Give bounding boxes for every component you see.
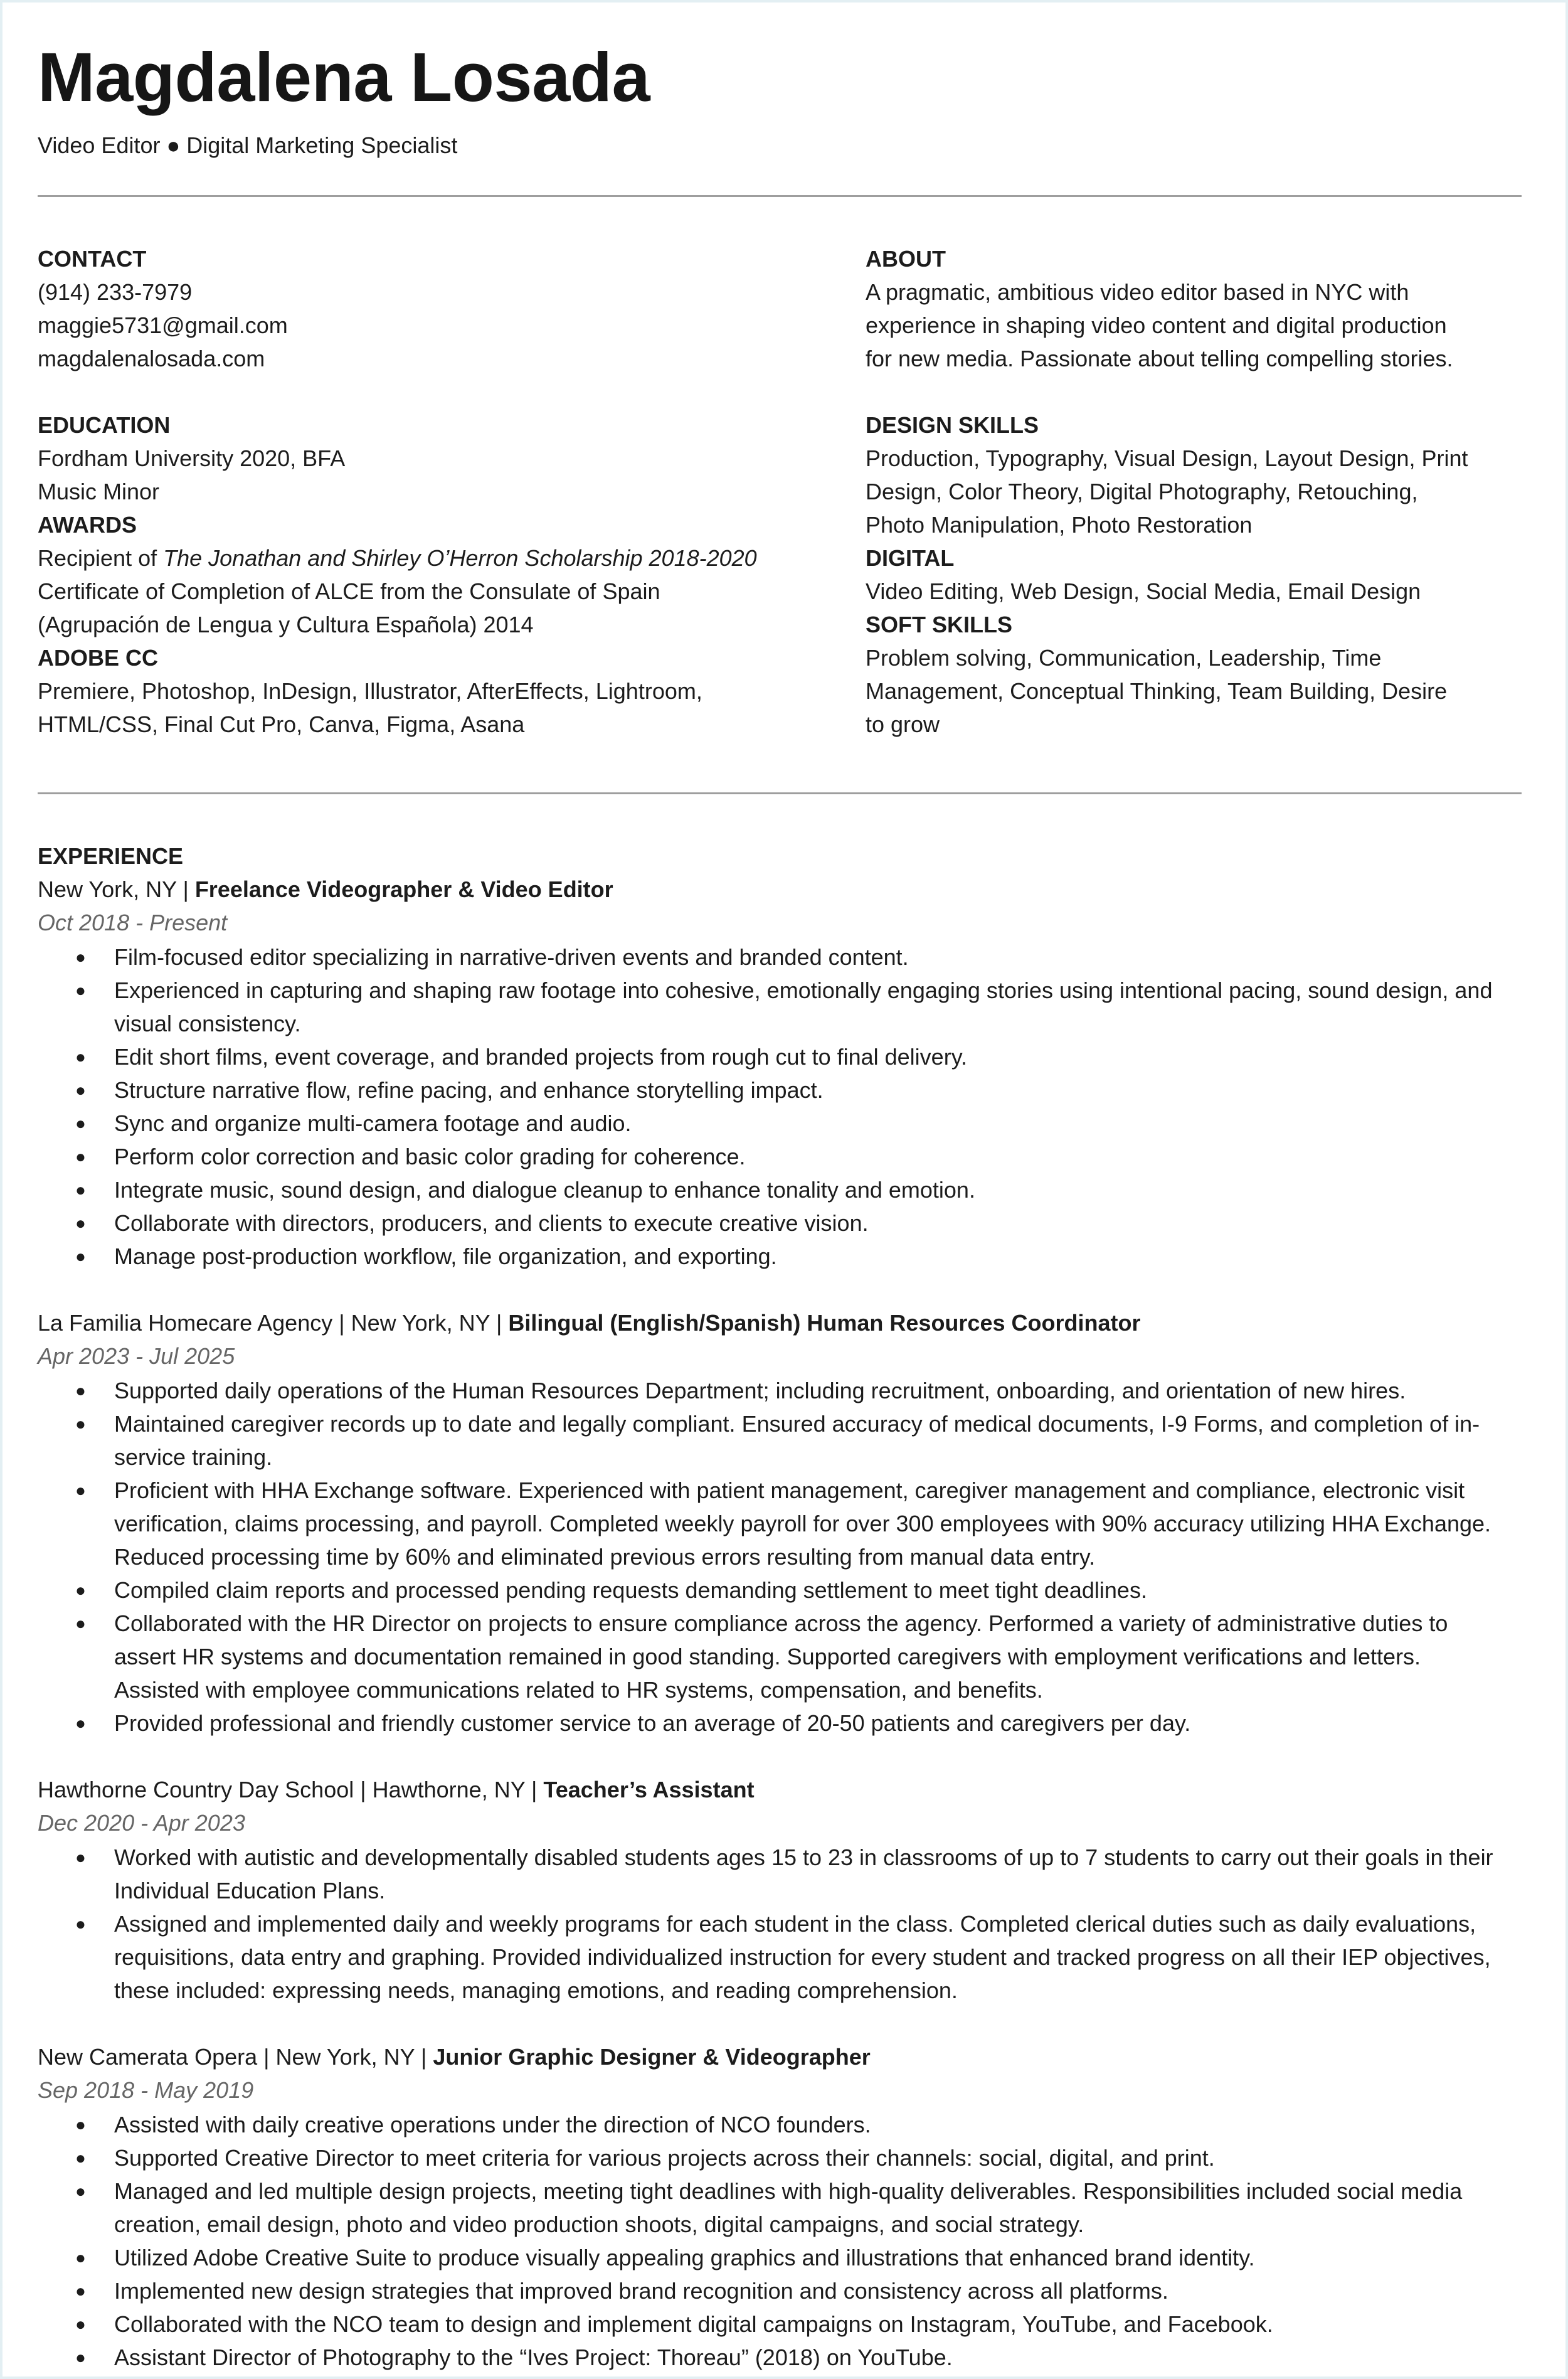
- bullet-item: [38, 1240, 1522, 1273]
- bullet-text: Manage post-production workflow, file organization, and exporting.: [114, 1243, 777, 1269]
- design-skills-line: Design, Color Theory, Digital Photography, Retouching,: [866, 478, 1418, 504]
- bullet-item: [38, 1107, 1522, 1140]
- bullet-text: Assistant Director of Photography to the “Ives Project: Thoreau” (2018) on YouTube.: [114, 2344, 953, 2370]
- bullet-text: Assigned and implemented daily and weekly programs for each student in the class. Completed clerical duties such as daily evaluations, requisitions, data entry and graphing. Provided individualized instruction for every student and tracked progress on all their IEP objectives, these included: expressing needs, managing emotions, and reading comprehension.: [114, 1910, 1491, 2003]
- bullet-text: Assisted with daily creative operations under the direction of NCO founders.: [114, 2111, 871, 2137]
- award-line: (Agrupación de Lengua y Cultura Española) 2014: [38, 611, 534, 637]
- tagline: Video Editor ● Digital Marketing Specialist: [38, 132, 458, 158]
- adobe-line: HTML/CSS, Final Cut Pro, Canva, Figma, Asana: [38, 711, 525, 737]
- bullet-dot-icon: ●: [75, 2281, 86, 2301]
- bullet-text: Supported Creative Director to meet criteria for various projects across their channels: social, digital, and print.: [114, 2144, 1215, 2171]
- divider: [38, 195, 1522, 197]
- bullet-dot-icon: ●: [75, 1246, 86, 1266]
- bullet-item: [38, 1173, 1522, 1206]
- resume-content: [38, 41, 1522, 2374]
- award-prefix: Recipient of: [38, 545, 164, 571]
- bullet-text: Managed and led multiple design projects, meeting tight deadlines with high-quality deliverables. Responsibilities included social media creation, email design, photo and video production shoots, digital campaigns, and social strategy.: [114, 2178, 1463, 2237]
- digital-heading: DIGITAL: [866, 545, 955, 571]
- about-heading: ABOUT: [866, 245, 946, 272]
- digital-line: Video Editing, Web Design, Social Media, Email Design: [866, 578, 1421, 604]
- job-bullets: [38, 940, 1522, 1273]
- bullet-text: Sync and organize multi-camera footage and audio.: [114, 1110, 632, 1136]
- summary-columns: [38, 242, 1522, 741]
- bullet-item: [38, 2141, 1522, 2174]
- about-line: for new media. Passionate about telling compelling stories.: [866, 345, 1453, 371]
- soft-skills-line: Problem solving, Communication, Leadership, Time: [866, 644, 1382, 671]
- job-entry: [38, 1306, 1522, 1740]
- bullet-item: [38, 1607, 1522, 1706]
- bullet-text: Compiled claim reports and processed pending requests demanding settlement to meet tight deadlines.: [114, 1577, 1147, 1603]
- education-line: Fordham University 2020, BFA: [38, 445, 346, 471]
- bullet-text: Proficient with HHA Exchange software. Experienced with patient management, caregiver management and compliance, electronic visit verification, claims processing, and payroll. Completed weekly payroll for over 300 employees with 90% accuracy utilizing HHA Exchange. Reduced processing time by 60% and eliminated previous errors resulting from manual data entry.: [114, 1477, 1491, 1570]
- design-skills-line: Photo Manipulation, Photo Restoration: [866, 511, 1253, 538]
- job-header: [38, 873, 1522, 906]
- bullet-dot-icon: ●: [75, 1847, 86, 1867]
- bullet-text: Edit short films, event coverage, and branded projects from rough cut to final delivery.: [114, 1043, 968, 1070]
- about-line: A pragmatic, ambitious video editor based in NYC with: [866, 279, 1409, 305]
- bullet-item: [38, 1573, 1522, 1607]
- bullet-dot-icon: ●: [75, 1213, 86, 1233]
- soft-skills-heading: SOFT SKILLS: [866, 611, 1012, 637]
- bullet-dot-icon: ●: [75, 1046, 86, 1067]
- bullet-dot-icon: ●: [75, 1113, 86, 1133]
- adobe-line: Premiere, Photoshop, InDesign, Illustrator, AfterEffects, Lightroom,: [38, 678, 702, 704]
- bullet-text: Collaborated with the NCO team to design and implement digital campaigns on Instagram, YouTube, and Facebook.: [114, 2311, 1273, 2337]
- bullet-dot-icon: ●: [75, 1480, 86, 1500]
- bullet-item: [38, 2174, 1522, 2241]
- soft-skills-line: to grow: [866, 711, 940, 737]
- award-line: Certificate of Completion of ALCE from the Consulate of Spain: [38, 578, 660, 604]
- job-dates: Sep 2018 - May 2019: [38, 2077, 254, 2103]
- award-scholarship: The Jonathan and Shirley O’Herron Scholarship 2018-2020: [163, 545, 757, 571]
- adobe-heading: ADOBE CC: [38, 644, 159, 671]
- job-bullets: [38, 2108, 1522, 2374]
- bullet-dot-icon: ●: [75, 1380, 86, 1400]
- bullet-item: [38, 1841, 1522, 1907]
- bullet-item: [38, 1374, 1522, 1407]
- bullet-text: Supported daily operations of the Human Resources Department; including recruitment, onboarding, and orientation of new hires.: [114, 1377, 1406, 1403]
- bullet-item: [38, 2241, 1522, 2274]
- left-column: [38, 242, 866, 741]
- job-org: New Camerata Opera | New York, NY |: [38, 2043, 433, 2070]
- bullet-item: [38, 1040, 1522, 1073]
- bullet-item: [38, 1474, 1522, 1573]
- bullet-text: Collaborated with the HR Director on projects to ensure compliance across the agency. Performed a variety of administrative duties to assert HR systems and documentation remained in good standing. Supported caregivers with employment verifications and letters. Assisted with employee communications related to HR systems, compensation, and benefits.: [114, 1610, 1448, 1703]
- bullet-item: [38, 1140, 1522, 1173]
- bullet-text: Worked with autistic and developmentally disabled students ages 15 to 23 in classrooms of up to 7 students to carry out their goals in their Individual Education Plans.: [114, 1844, 1493, 1903]
- divider: [38, 792, 1522, 794]
- bullet-item: [38, 2274, 1522, 2307]
- bullet-item: [38, 2108, 1522, 2141]
- job-title: Freelance Videographer & Video Editor: [194, 876, 613, 902]
- design-skills-line: Production, Typography, Visual Design, Layout Design, Print: [866, 445, 1468, 471]
- job-bullets: [38, 1841, 1522, 2007]
- education-line: Music Minor: [38, 478, 160, 504]
- job-dates: Apr 2023 - Jul 2025: [38, 1343, 235, 1369]
- website-link[interactable]: magdalenalosada.com: [38, 345, 265, 371]
- bullet-text: Structure narrative flow, refine pacing, and enhance storytelling impact.: [114, 1077, 824, 1103]
- phone-number[interactable]: (914) 233-7979: [38, 279, 193, 305]
- bullet-item: [38, 940, 1522, 974]
- bullet-dot-icon: ●: [75, 2347, 86, 2367]
- bullet-dot-icon: ●: [75, 1413, 86, 1434]
- bullet-dot-icon: ●: [75, 1080, 86, 1100]
- job-bullets: [38, 1374, 1522, 1740]
- job-dates: Dec 2020 - Apr 2023: [38, 1809, 245, 1836]
- bullet-dot-icon: ●: [75, 2114, 86, 2134]
- experience-heading: EXPERIENCE: [38, 843, 184, 869]
- bullet-dot-icon: ●: [75, 1713, 86, 1733]
- bullet-dot-icon: ●: [75, 2247, 86, 2267]
- bullet-item: [38, 1407, 1522, 1474]
- bullet-text: Provided professional and friendly customer service to an average of 20-50 patients and caregivers per day.: [114, 1710, 1191, 1736]
- job-title: Bilingual (English/Spanish) Human Resources Coordinator: [508, 1309, 1141, 1336]
- job-header: [38, 1306, 1522, 1339]
- right-column: [866, 242, 1522, 741]
- job-entry: [38, 1773, 1522, 2007]
- bullet-dot-icon: ●: [75, 1580, 86, 1600]
- bullet-dot-icon: ●: [75, 1913, 86, 1934]
- bullet-text: Utilized Adobe Creative Suite to produce visually appealing graphics and illustrations that enhanced brand identity.: [114, 2244, 1255, 2270]
- job-header: [38, 2040, 1522, 2073]
- bullet-dot-icon: ●: [75, 1146, 86, 1166]
- experience-section: [38, 839, 1522, 2374]
- design-skills-heading: DESIGN SKILLS: [866, 412, 1039, 438]
- job-title: Junior Graphic Designer & Videographer: [433, 2043, 871, 2070]
- award-line: [38, 541, 866, 575]
- job-title: Teacher’s Assistant: [543, 1776, 755, 1802]
- bullet-text: Implemented new design strategies that improved brand recognition and consistency across all platforms.: [114, 2277, 1168, 2304]
- bullet-text: Maintained caregiver records up to date and legally compliant. Ensured accuracy of medical documents, I-9 Forms, and completion of in-service training.: [114, 1410, 1480, 1470]
- bullet-dot-icon: ●: [75, 2181, 86, 2201]
- bullet-text: Film-focused editor specializing in narrative-driven events and branded content.: [114, 944, 909, 970]
- job-entry: [38, 2040, 1522, 2374]
- bullet-item: [38, 1206, 1522, 1240]
- bullet-dot-icon: ●: [75, 2147, 86, 2168]
- bullet-dot-icon: ●: [75, 947, 86, 967]
- soft-skills-line: Management, Conceptual Thinking, Team Building, Desire: [866, 678, 1448, 704]
- contact-heading: CONTACT: [38, 245, 147, 272]
- job-org: La Familia Homecare Agency | New York, NY |: [38, 1309, 509, 1336]
- bullet-item: [38, 1073, 1522, 1107]
- bullet-item: [38, 1907, 1522, 2007]
- bullet-item: [38, 2341, 1522, 2374]
- about-line: experience in shaping video content and digital production: [866, 312, 1447, 338]
- candidate-name: Magdalena Losada: [38, 39, 650, 116]
- bullet-item: [38, 1706, 1522, 1740]
- bullet-dot-icon: ●: [75, 1613, 86, 1633]
- bullet-text: Collaborate with directors, producers, and clients to execute creative vision.: [114, 1210, 869, 1236]
- bullet-item: [38, 974, 1522, 1040]
- bullet-dot-icon: ●: [75, 2314, 86, 2334]
- bullet-dot-icon: ●: [75, 1179, 86, 1200]
- bullet-item: [38, 2307, 1522, 2341]
- job-entry: [38, 873, 1522, 1273]
- education-heading: EDUCATION: [38, 412, 171, 438]
- bullet-text: Experienced in capturing and shaping raw footage into cohesive, emotionally engaging stories using intentional pacing, sound design, and visual consistency.: [114, 977, 1493, 1036]
- job-dates: Oct 2018 - Present: [38, 909, 228, 935]
- bullet-text: Perform color correction and basic color grading for coherence.: [114, 1143, 746, 1169]
- bullet-dot-icon: ●: [75, 980, 86, 1000]
- email-address[interactable]: maggie5731@gmail.com: [38, 312, 288, 338]
- job-header: [38, 1773, 1522, 1806]
- job-org: New York, NY |: [38, 876, 195, 902]
- bullet-text: Integrate music, sound design, and dialogue cleanup to enhance tonality and emotion.: [114, 1176, 975, 1203]
- awards-heading: AWARDS: [38, 511, 137, 538]
- job-org: Hawthorne Country Day School | Hawthorne, NY |: [38, 1776, 544, 1802]
